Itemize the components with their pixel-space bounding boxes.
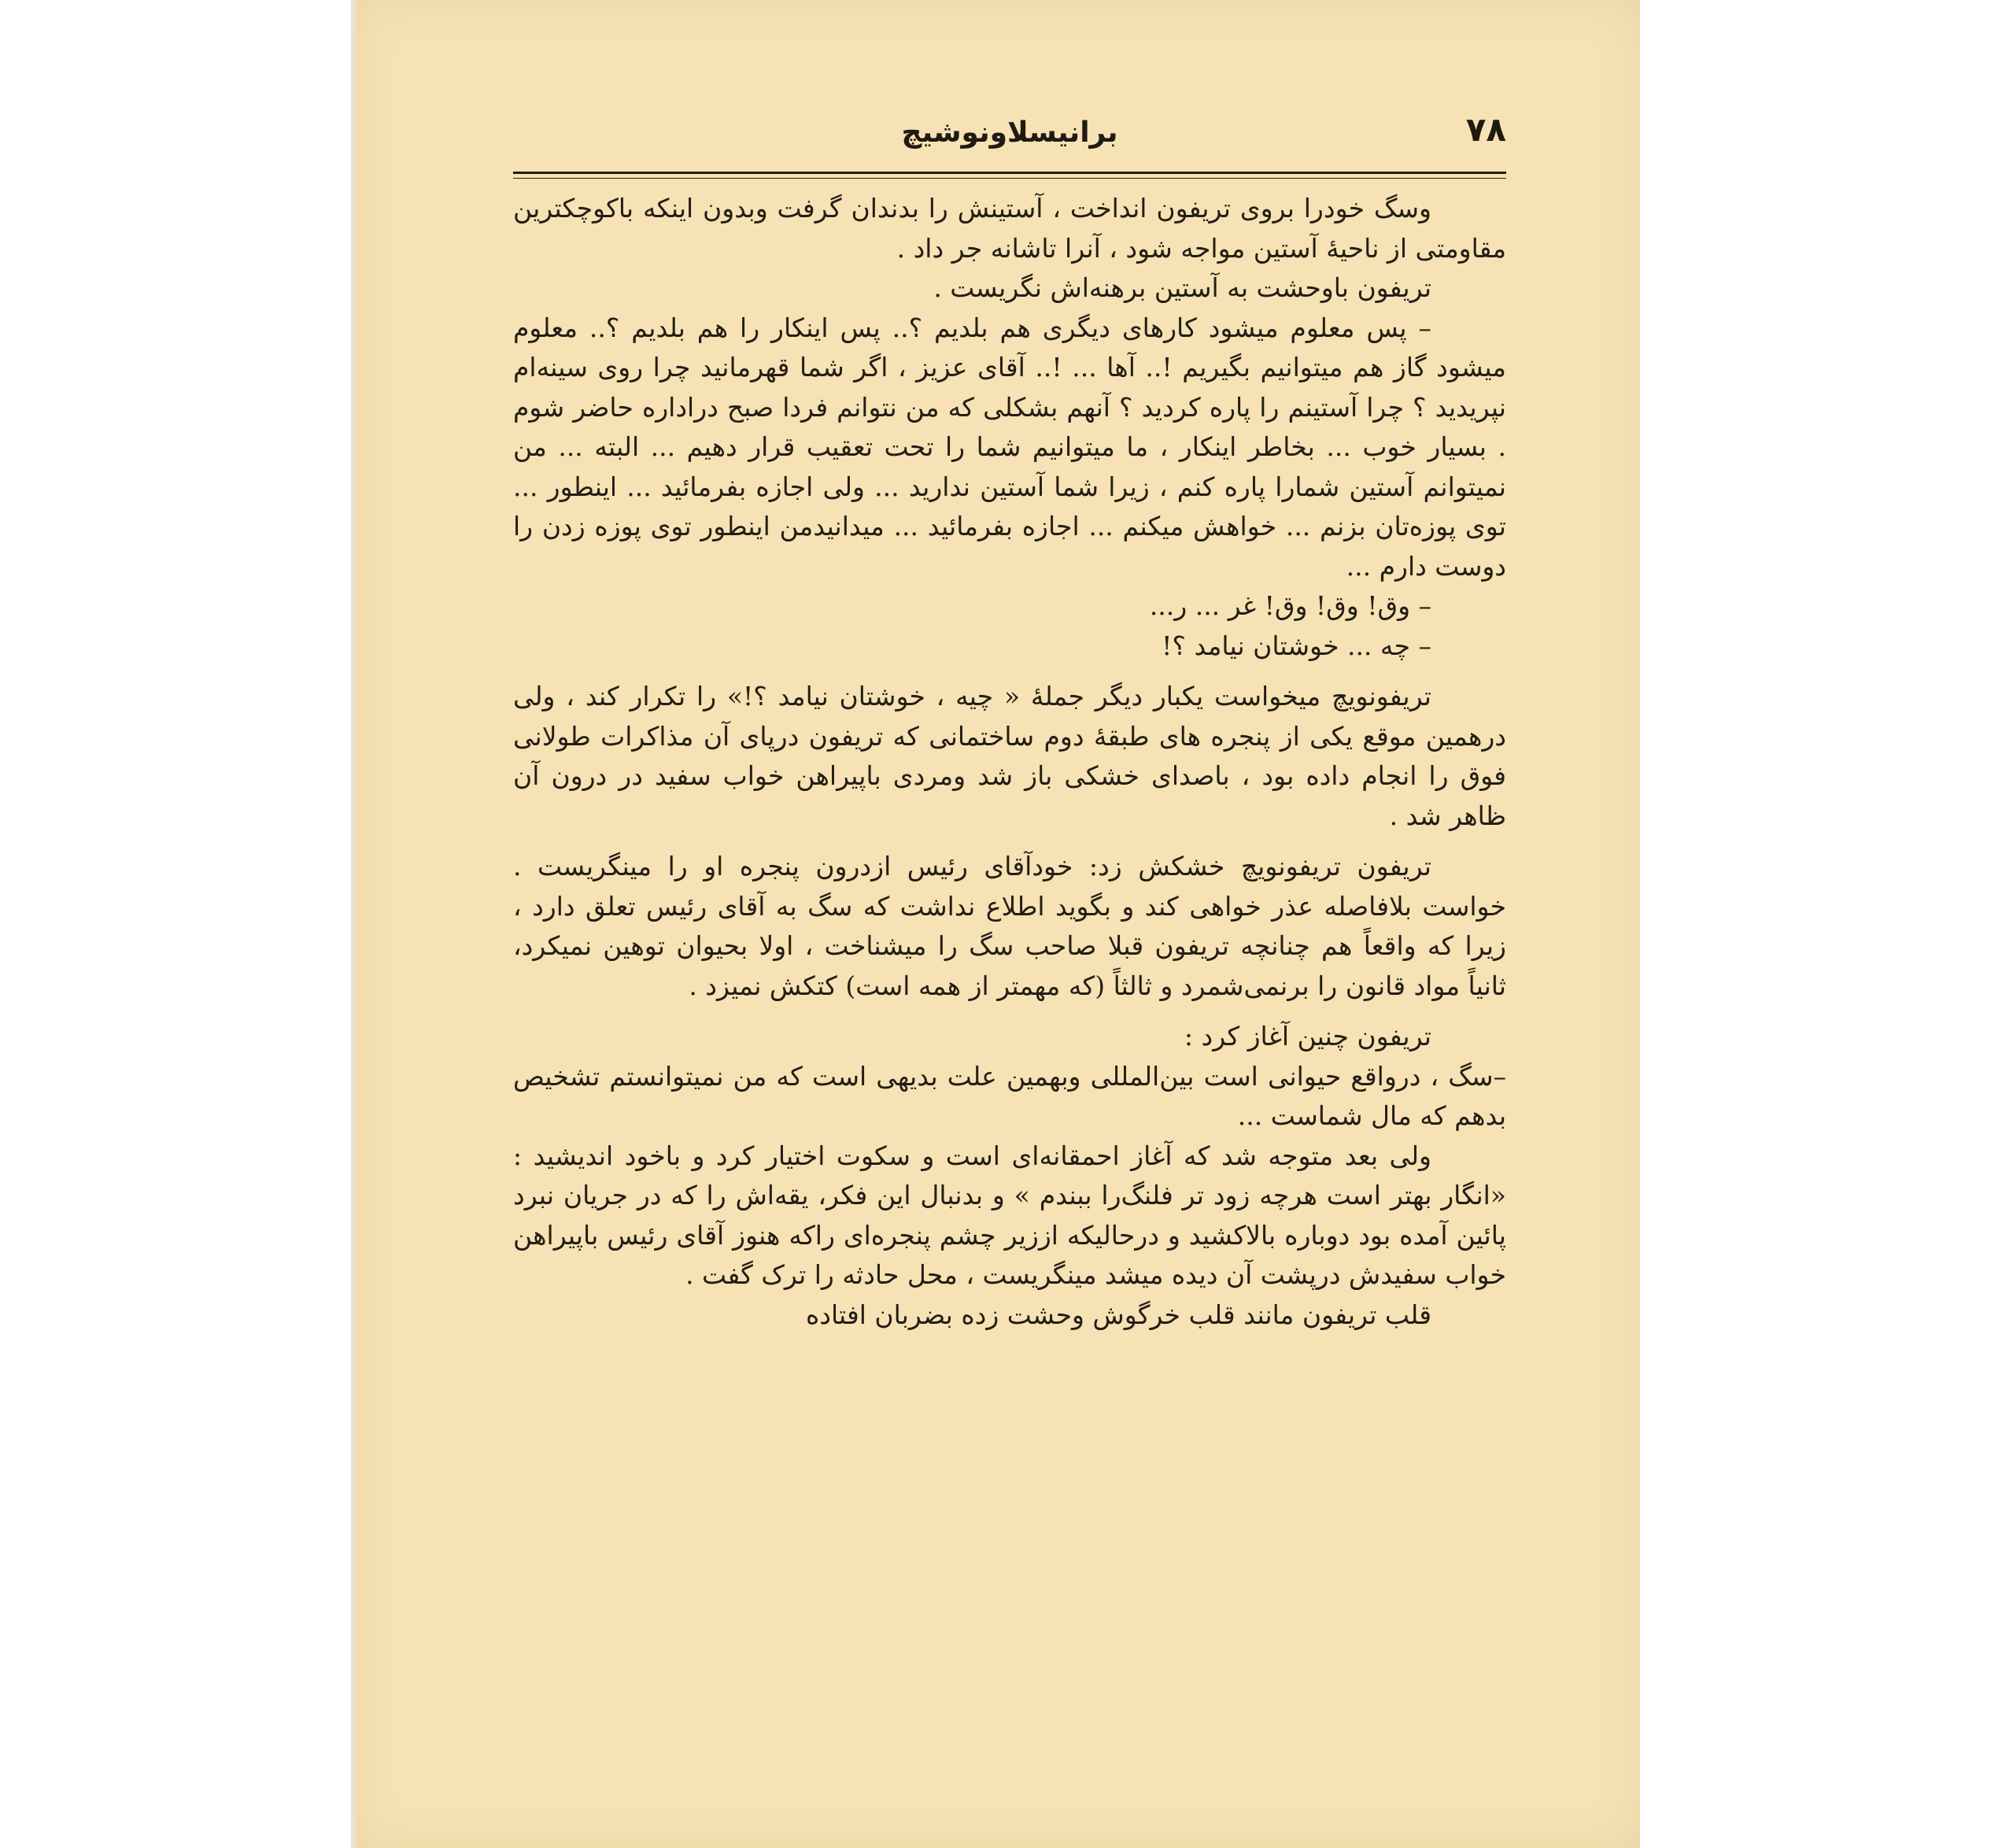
paragraph: ولی بعد متوجه شد که آغاز احمقانه‌ای است و سکوت اختیار کرد و باخود اندیشید : «انگار بهتر است هرچه زود تر فلنگ‌را ببندم » و بدنبال این فکر، یقه‌اش را که در جریان نبرد پائین آمده بود دوباره بالاکشید و درحالیکه اززیر چشم پنجره‌ای راکه هنوز آقای رئیس باپیراهن خواب سفیدش درپشت آن دیده میشد مینگریست ، محل حادثه را ترک گفت .	[513, 1140, 1506, 1290]
running-title: برانیسلاونوشیچ	[901, 116, 1118, 149]
page-body	[513, 189, 1506, 1335]
paragraph: تریفونویچ میخواست یکبار دیگر جملهٔ « چیه ، خوشتان نیامد ؟!» را تکرار کند ، ولی درهمین موقع یکی از پنجره های طبقهٔ دوم ساختمانی که تریفون درپای آن مذاکرات طولانی فوق را انجام داده بود ، باصدای خشکی باز شد ومردی باپیراهن خواب سفید در درون آن ظاهر شد .	[513, 681, 1506, 831]
paragraph: –سگ ، درواقع حیوانی است بین‌المللی وبهمین علت بدیهی است که من نمیتوانستم تشخیص بدهم که مال شماست ...	[513, 1060, 1506, 1131]
book-page	[356, 0, 1640, 1848]
dialogue-line: – چه ... خوشتان نیامد ؟!	[1162, 630, 1431, 661]
paragraph: تریفون تریفونویچ خشکش زد: خودآقای رئیس ازدرون پنجره او را مینگریست . خواست بلافاصله عذر خواهی کند و بگوید اطلاع نداشت که سگ به آقای رئیس تعلق دارد ، زیرا که واقعاً هم چنانچه تریفون قبلا صاحب سگ را میشناخت ، اولا بحیوان توهین نمیکرد، ثانیاً مواد قانون را برنمی‌شمرد و ثالثاً (که مهمتر از همه است) کتکش نمیزد .	[513, 851, 1506, 1001]
dialogue-line: – وق! وق! وق! غر ... ر...	[1149, 590, 1431, 621]
paragraph: تریفون باوحشت به آستین برهنه‌اش نگریست .	[933, 272, 1431, 303]
paragraph: تریفون چنین آغاز کرد :	[1184, 1021, 1431, 1052]
paragraph: – پس معلوم میشود کارهای دیگری هم بلدیم ؟.. پس اینکار را هم بلدیم ؟.. معلوم میشود گاز هم میتوانیم بگیریم !.. آها ... !.. آقای عزیز ، اگر شما قهرمانید چرا روی سینه‌ام نپریدید ؟ چرا آستینم را پاره کردید ؟ آنهم بشکلی که من نتوانم فردا صبح دراداره حاضر شوم . بسیار خوب ... بخاطر اینکار ، ما میتوانیم شما را تحت تعقیب قرار دهیم ... البته ... من نمیتوانم آستین شمارا پاره کنم ، زیرا شما آستین ندارید ... ولی اجازه بفرمائید ... اینطور ... توی پوزه‌تان بزنم ... خواهش میکنم ... اجازه بفرمائید ... میدانیدمن اینطور توی پوزه زدن را دوست دارم ...	[513, 312, 1506, 582]
header-rule-thin	[513, 178, 1506, 179]
paragraph: قلب تریفون مانند قلب خرگوش وحشت زده بضربان افتاده	[805, 1299, 1431, 1330]
paragraph: وسگ خودرا بروی تریفون انداخت ، آستینش را بدندان گرفت وبدون اینکه باکوچکترین مقاومتی از ناحیهٔ آستین مواجه شود ، آنرا تاشانه جر داد .	[513, 193, 1506, 264]
page-number: ۷۸	[1465, 110, 1506, 149]
header-rule	[513, 172, 1506, 174]
page-header	[513, 110, 1506, 157]
